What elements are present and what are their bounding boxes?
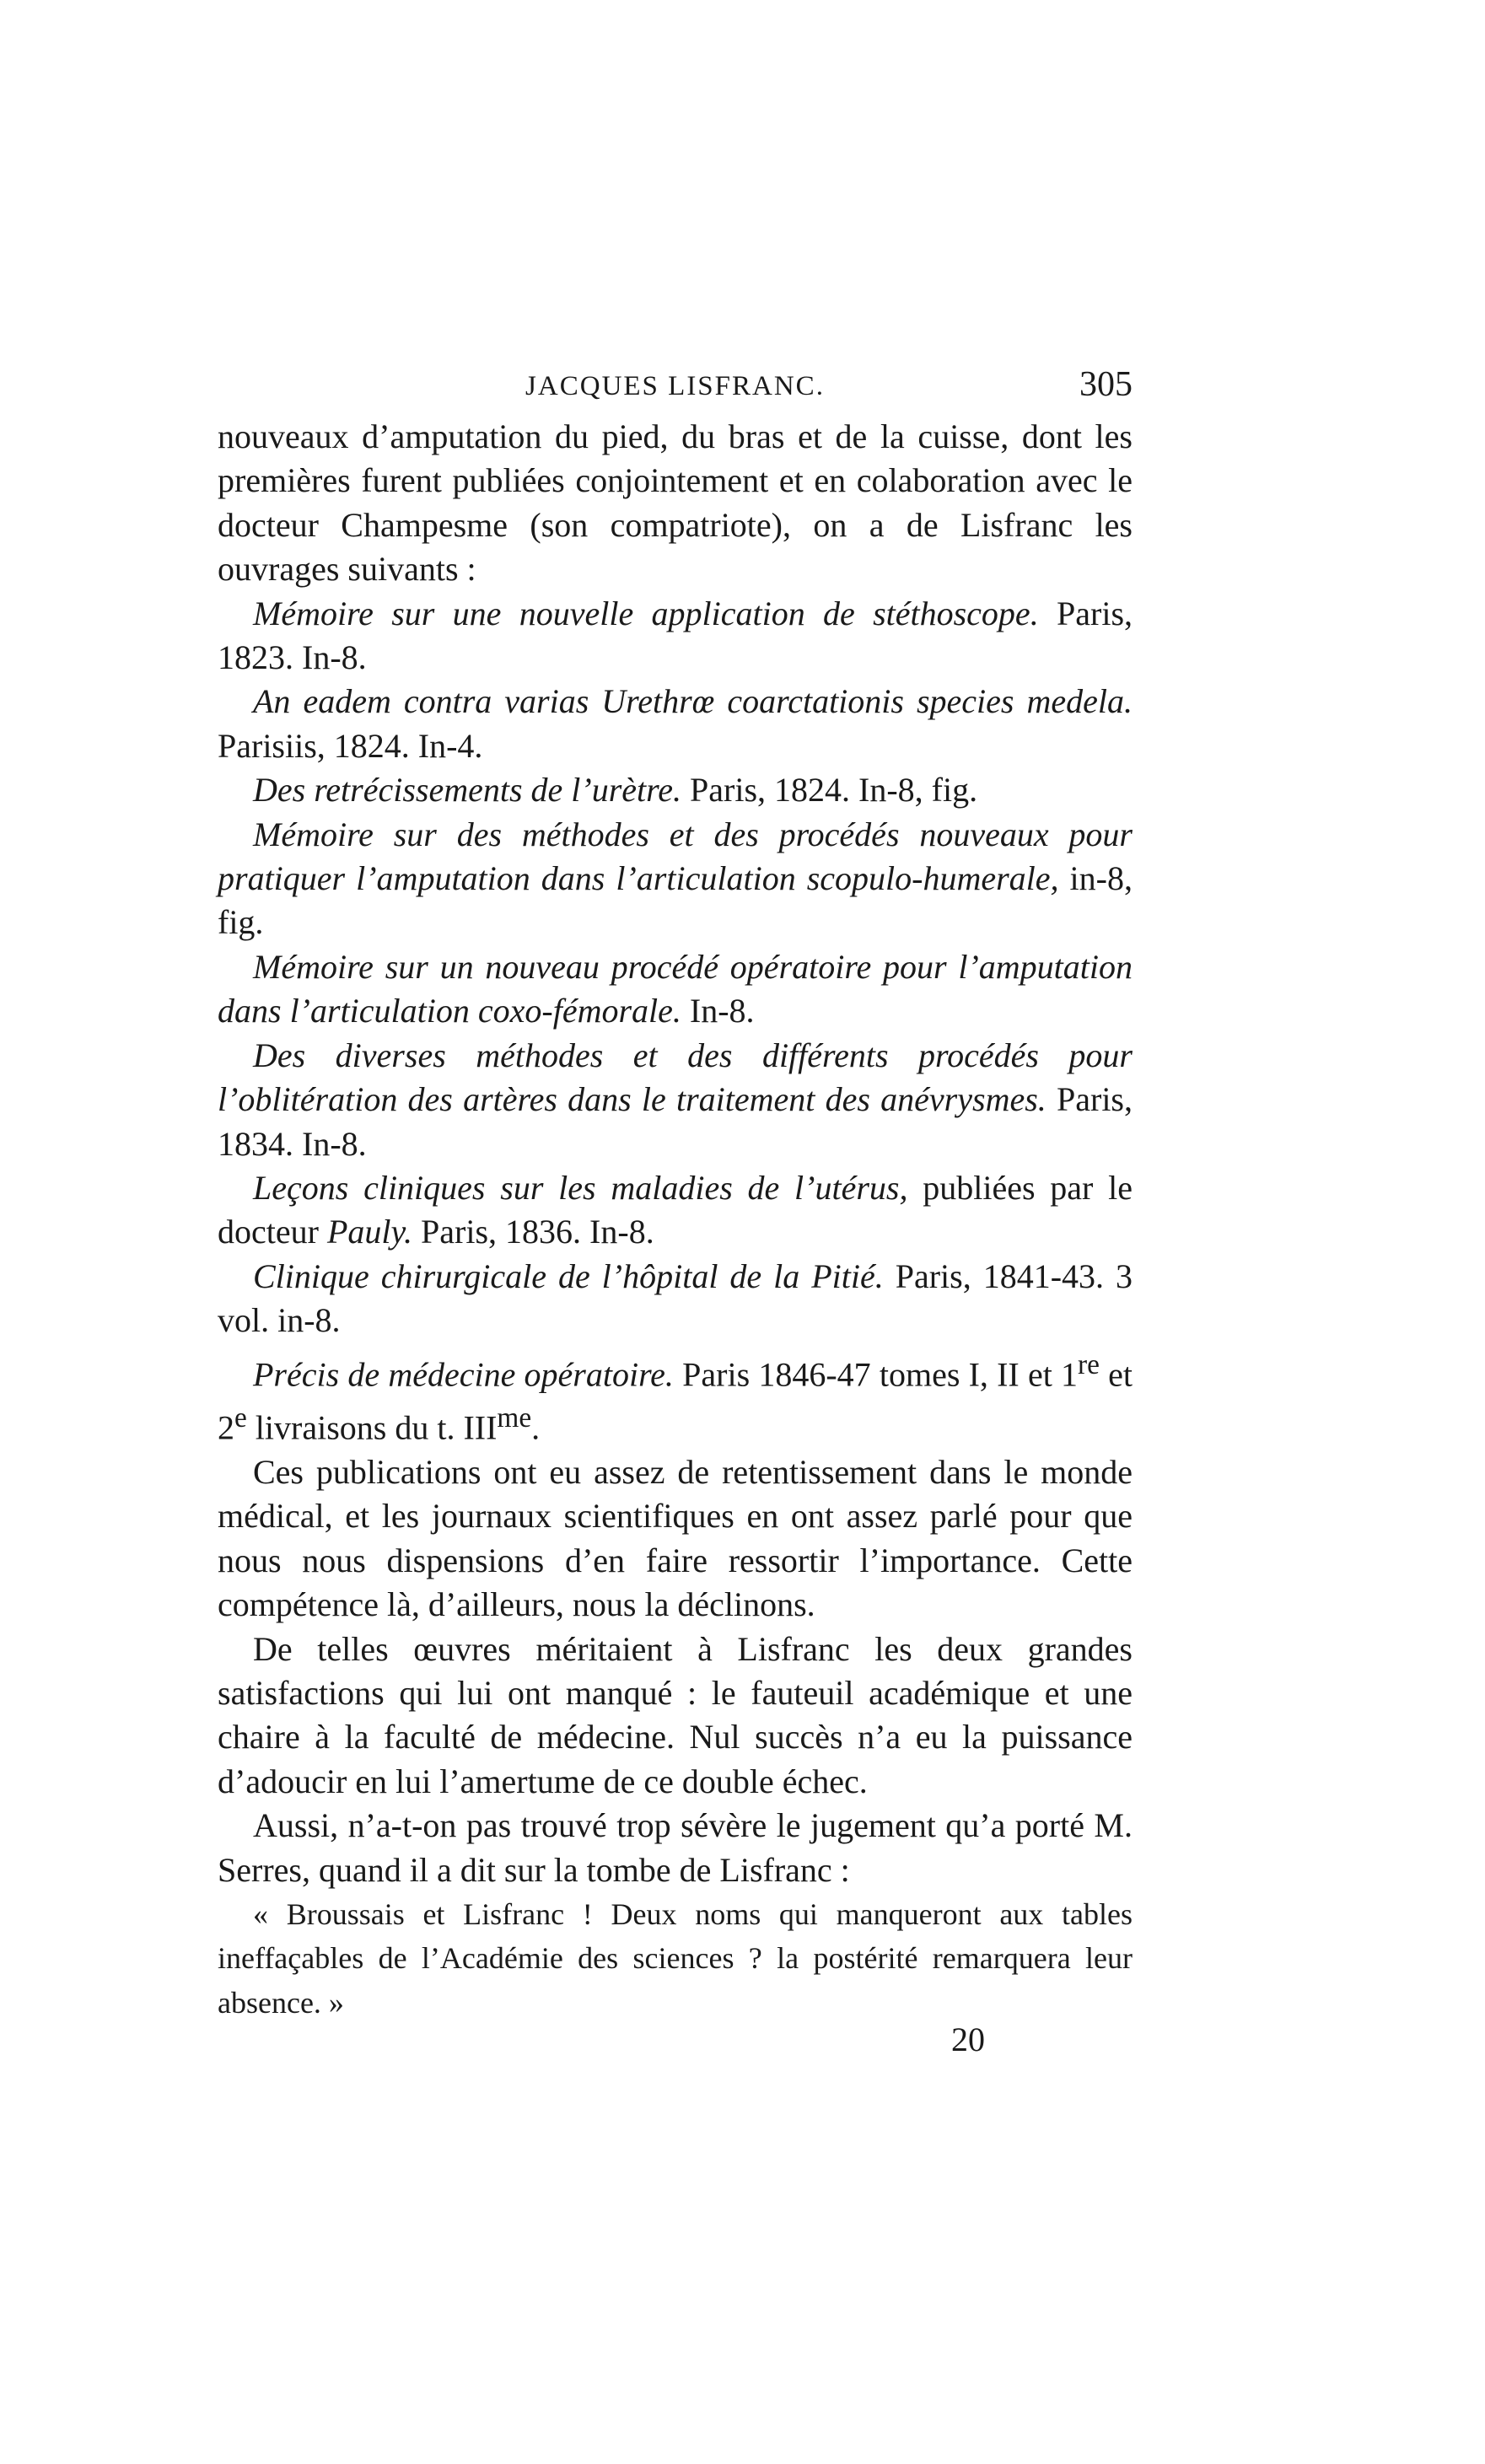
work-entry-2 xyxy=(218,680,1133,768)
work-editor: Pauly. xyxy=(326,1213,413,1251)
paragraph-2: De telles œuvres méritaient à Lisfranc les deux grandes satisfactions qui lui ont manqué : le fauteuil académique et une chaire à la faculté de médecine. Nul succès n’a eu la puissance d’adoucir en lui l’amertume de ce double échec. xyxy=(218,1629,1133,1800)
paragraph-1: Ces publications ont eu assez de retentissement dans le monde médical, et les journaux scientifiques en ont assez parlé pour que nous nous dispensions d’en faire ressortir l’importance. Cette compétence là, d’ailleurs, nous la déclinons. xyxy=(218,1453,1133,1624)
work-details: et 2 xyxy=(218,1354,1133,1447)
work-title: Mémoire sur un nouveau procédé opératoire pour l’amputation dans l’articulation coxo-fémorale. xyxy=(218,947,1133,1030)
work-entry-3 xyxy=(218,768,1133,812)
work-title: Mémoire sur des méthodes et des procédés nouveaux pour pratiquer l’amputation dans l’articulation scopulo-humerale, xyxy=(218,815,1133,898)
work-entry-1 xyxy=(218,592,1133,681)
work-title: Des retrécissements de l’urètre. xyxy=(253,771,682,810)
work-title: Des diverses méthodes et des différents procédés pour l’oblitération des artères dans le traitement des anévrysmes. xyxy=(218,1036,1133,1119)
superscript: re xyxy=(1078,1348,1100,1380)
paragraph-3: Aussi, n’a-t-on pas trouvé trop sévère le jugement qu’a porté M. Serres, quand il a dit sur la tombe de Lisfranc : xyxy=(218,1806,1133,1889)
work-entry-6 xyxy=(218,1034,1133,1166)
running-head: JACQUES LISFRANC. xyxy=(525,371,825,401)
work-title: Précis de médecine opératoire. xyxy=(253,1354,674,1393)
work-details: livraisons du t. III xyxy=(246,1408,498,1447)
work-details: Paris, 1834. In-8. xyxy=(218,1080,1133,1163)
page-header xyxy=(218,364,1133,415)
work-entry-7 xyxy=(218,1166,1133,1255)
work-details: Parisiis, 1824. In-4. xyxy=(218,726,483,765)
work-entry-9 xyxy=(218,1343,1133,1450)
superscript: me xyxy=(497,1402,532,1434)
superscript: e xyxy=(234,1402,247,1434)
work-title: Leçons cliniques sur les maladies de l’utérus, xyxy=(253,1168,908,1207)
work-details: Paris, 1824. In-8, fig. xyxy=(681,771,978,810)
work-details-2: Paris, 1836. In-8. xyxy=(412,1213,654,1251)
work-title: Clinique chirurgicale de l’hôpital de la Pitié. xyxy=(253,1256,884,1295)
work-details: in-8, fig. xyxy=(218,859,1133,942)
work-details: Paris 1846-47 tomes I, II et 1 xyxy=(673,1354,1079,1393)
work-title: Mémoire sur une nouvelle application de stéthoscope. xyxy=(253,594,1039,632)
quotation: « Broussais et Lisfranc ! Deux noms qui manqueront aux tables ineffaçables de l’Académie des sciences ? la postérité remarquera leur absence. » xyxy=(218,1897,1133,2020)
page xyxy=(218,364,1133,2025)
body-text xyxy=(218,415,1133,2025)
signature-mark: 20 xyxy=(951,2020,985,2058)
work-entry-5 xyxy=(218,945,1133,1034)
work-details: . xyxy=(531,1408,541,1447)
work-details: publiées par le docteur xyxy=(218,1168,1133,1251)
work-details: Paris, 1823. In-8. xyxy=(218,594,1133,677)
work-entry-8 xyxy=(218,1255,1133,1343)
work-details: In-8. xyxy=(681,992,755,1030)
work-entry-4 xyxy=(218,813,1133,945)
intro-paragraph: nouveaux d’amputation du pied, du bras et de la cuisse, dont les premières furent publiées conjointement et en colaboration avec le docteur Champesme (son compatriote), on a de Lisfranc les ouvrages suivants : xyxy=(218,417,1133,589)
work-details: Paris, 1841-43. 3 vol. in-8. xyxy=(218,1256,1133,1340)
work-title: An eadem contra varias Urethrœ coarctationis species medela. xyxy=(253,682,1133,721)
page-number: 305 xyxy=(1079,365,1133,404)
